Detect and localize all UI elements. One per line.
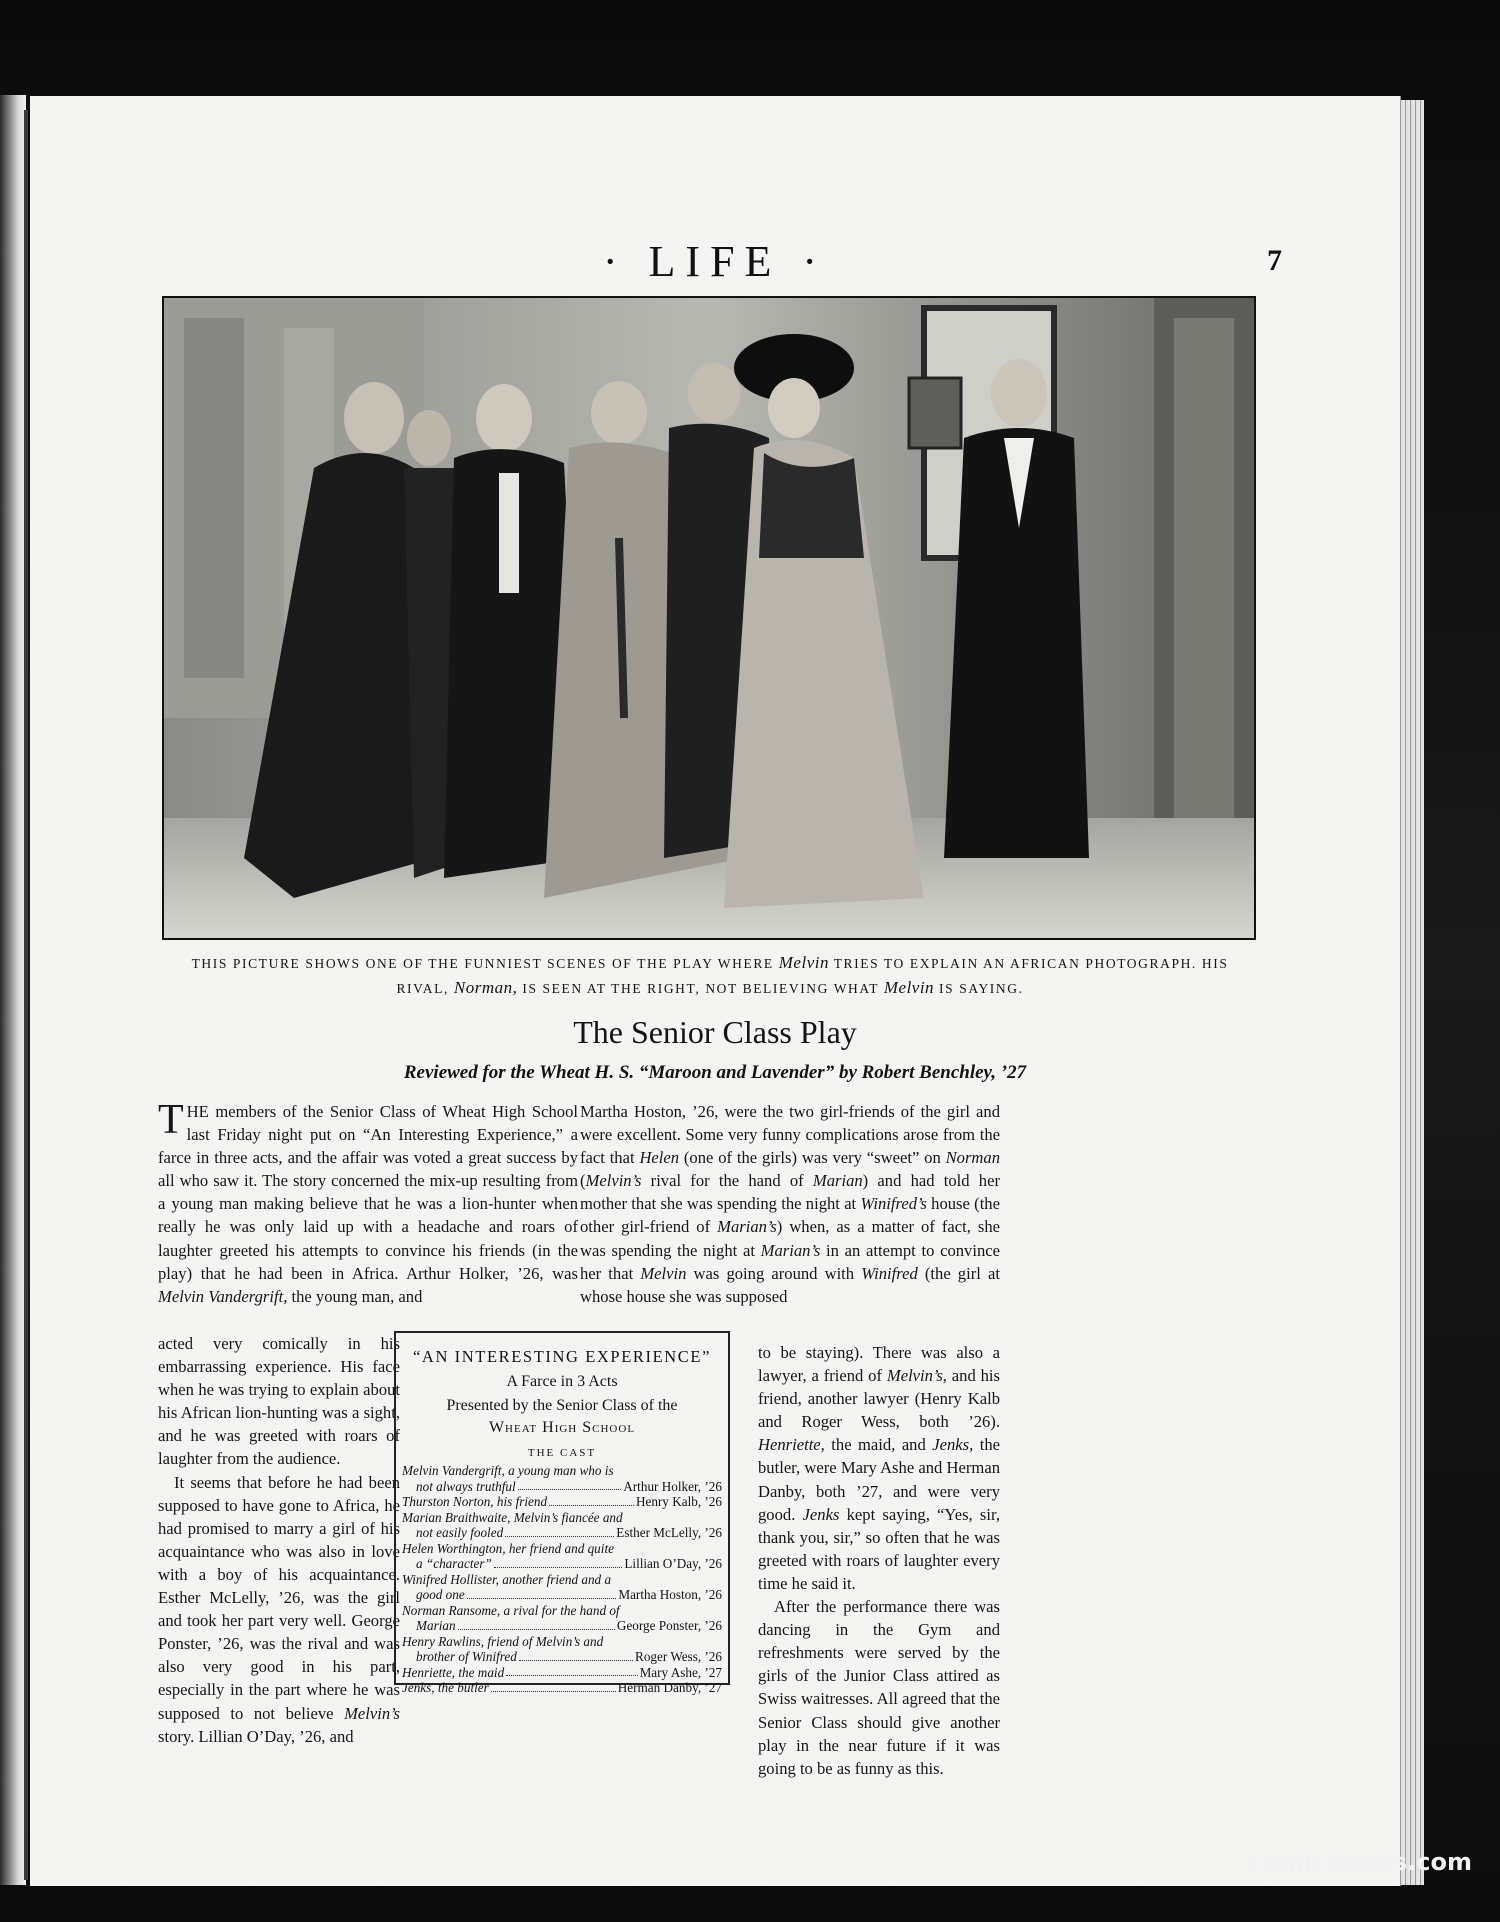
paragraph-text: ) and had told her mother that she was spending the night at — [580, 1171, 1000, 1214]
cast-actor: Mary Ashe, ’27 — [639, 1664, 722, 1680]
cast-role: Melvin Vandergrift, a young man who is — [402, 1463, 614, 1478]
leader-dots — [505, 1525, 614, 1537]
paragraph-text: (the girl at whose house she was supposed — [580, 1263, 1000, 1306]
paragraph-text: in an attempt to convince her that — [580, 1240, 1000, 1283]
cast-line — [402, 1541, 722, 1557]
cast-line — [402, 1587, 722, 1603]
play-title: “AN INTERESTING EXPERIENCE” — [413, 1347, 711, 1366]
photo-illustration — [164, 298, 1254, 938]
cast-entry — [402, 1634, 722, 1665]
left-page-edge — [0, 95, 26, 1885]
caption-part: THIS PICTURE SHOWS ONE OF THE FUNNIEST SCENES OF THE PLAY WHERE — [191, 956, 774, 971]
character-name: Melvin’s — [585, 1171, 642, 1191]
cast-line — [402, 1665, 722, 1681]
paragraph-text: was going around with — [693, 1263, 855, 1283]
cast-line — [402, 1479, 722, 1495]
paragraph-text: HE members of the Senior Class of Wheat High School last Friday night put on “An Interesting Experience,” a farce in three acts, and the affair was voted a great success by all who saw it. The story concerned the mix-up resulting from a young man making believe that he was a lion-hunter when really he was only laid up with a headache and roars of laughter greeted his attempts to convince his friends (in the play) that he had been in Africa. Arthur Holker, ’26, was — [158, 1102, 578, 1283]
cast-entry — [402, 1494, 722, 1510]
leader-dots — [491, 1680, 616, 1692]
character-name: Winifred — [861, 1263, 918, 1283]
cast-role: Marian Braithwaite, Melvin’s fiancée and — [402, 1509, 623, 1525]
character-name: Helen — [639, 1148, 680, 1168]
stage-photograph — [162, 296, 1256, 940]
play-subtitle: A Farce in 3 Acts — [506, 1373, 618, 1390]
character-name: Winifred’s — [860, 1194, 927, 1214]
article-title: The Senior Class Play — [573, 1014, 857, 1050]
leader-dots — [467, 1587, 617, 1599]
cast-role: Winifred Hollister, another friend and a — [402, 1571, 612, 1587]
character-name: Henriette, — [758, 1435, 825, 1455]
paragraph-text: After the performance there was dancing in the Gym and refreshments were served by the girls of the Junior Class attired as Swiss waitresses. All agreed that the Senior Class should give another play in the near future if it was going to be as funny as this. — [758, 1597, 1000, 1778]
cast-actor: Roger Wess, ’26 — [635, 1649, 722, 1664]
cast-line — [402, 1494, 722, 1510]
article-column-2-top — [580, 1100, 1000, 1308]
cast-role: Henry Rawlins, friend of Melvin’s and — [402, 1633, 604, 1649]
presented-by: Presented by the Senior Class of the — [446, 1397, 678, 1414]
character-name: Melvin’s, — [886, 1366, 947, 1386]
leader-dots — [519, 1649, 633, 1661]
cast-actor: Henry Kalb, ’26 — [635, 1494, 722, 1509]
cast-line — [402, 1649, 722, 1665]
cast-actor: Martha Hoston, ’26 — [618, 1587, 722, 1602]
cast-role: Jenks, the butler — [402, 1680, 489, 1695]
caption-part: IS SEEN AT THE RIGHT, NOT BELIEVING WHAT — [522, 981, 879, 996]
caption-part: TRIES TO EXPLAIN AN AFRICAN PHOTOGRAPH. HIS RIVAL, — [396, 956, 1229, 996]
cast-role: Helen Worthington, her friend and quite — [402, 1540, 614, 1556]
leader-dots — [549, 1494, 634, 1506]
character-name: Marian’s — [717, 1217, 777, 1237]
paragraph-text: kept saying, “Yes, sir, thank you, sir,” so often that he was greeted with roars of laughter every time he said it. — [758, 1504, 1000, 1593]
paragraph-text: the young man, and — [291, 1286, 423, 1306]
article-byline: Reviewed for the Wheat H. S. “Maroon and Lavender” by Robert Benchley, ’27 — [403, 1062, 1027, 1083]
cast-entry — [402, 1680, 722, 1696]
cast-entry — [402, 1572, 722, 1603]
paragraph-text: and his friend, another lawyer (Henry Kalb and Roger Wess, both ’26). — [758, 1366, 1000, 1432]
cast-line — [402, 1618, 722, 1634]
article-column-1-bottom — [158, 1332, 400, 1748]
article-column-3 — [758, 1341, 1000, 1780]
page-number: 7 — [1267, 244, 1282, 277]
paragraph-text: (one of the girls) was very “sweet” on — [683, 1148, 941, 1168]
leader-dots — [458, 1618, 615, 1630]
school-name: Wheat High School — [488, 1419, 636, 1436]
page-edges — [1398, 100, 1424, 1885]
cast-actor: Lillian O’Day, ’26 — [624, 1556, 722, 1571]
paragraph-text: ( — [580, 1171, 586, 1191]
leader-dots — [506, 1665, 637, 1677]
cast-line — [402, 1634, 722, 1650]
cast-role: Henriette, the maid — [402, 1664, 505, 1680]
cast-line — [402, 1510, 722, 1526]
cast-entry — [402, 1541, 722, 1572]
paragraph-text: rival for the hand of — [650, 1171, 804, 1191]
cast-line — [402, 1525, 722, 1541]
masthead: · LIFE · — [602, 237, 828, 286]
paragraph-text: ) when, as a matter of fact, she was spending the night at — [580, 1217, 1001, 1260]
caption-name: Melvin — [778, 953, 829, 972]
character-name: Marian’s — [760, 1240, 821, 1260]
cast-actor: George Ponster, ’26 — [616, 1618, 722, 1633]
cast-list — [402, 1463, 722, 1696]
caption-name: Norman, — [453, 978, 518, 997]
cast-entry — [402, 1665, 722, 1681]
character-name: Jenks, — [932, 1435, 974, 1455]
cast-line — [402, 1603, 722, 1619]
cast-actor: Esther McLelly, ’26 — [616, 1525, 722, 1540]
character-name: Jenks — [802, 1504, 840, 1524]
paragraph — [158, 1471, 400, 1748]
photo-caption — [190, 951, 1230, 1001]
leader-dots — [518, 1479, 622, 1491]
character-name: Marian — [812, 1171, 863, 1191]
paragraph-text: the butler, were Mary Ashe and Herman Danby, both ’27, and were very good. — [758, 1435, 1000, 1524]
cast-entry — [402, 1463, 722, 1494]
cast-line — [402, 1463, 722, 1479]
paragraph-text: house (the other girl-friend of — [580, 1194, 1000, 1237]
cast-role: Thurston Norton, his friend — [402, 1494, 548, 1509]
cast-role: Marian — [416, 1618, 456, 1633]
cast-box — [394, 1331, 730, 1695]
paragraph-text: the maid, and — [831, 1435, 926, 1455]
cast-role: good one — [416, 1587, 465, 1602]
caption-part: IS SAYING. — [939, 981, 1024, 996]
cast-role: not easily fooled — [416, 1525, 504, 1540]
cast-line — [402, 1556, 722, 1572]
paragraph-text: acted very comically in his embarrassing experience. His face when he was trying to explain about his African lion-hunting was a sight, and he was greeted with roars of laughter from the audience. — [158, 1334, 400, 1469]
character-name: Melvin Vandergrift, — [158, 1286, 288, 1306]
drop-cap: T — [158, 1097, 184, 1143]
cast-actor: Arthur Holker, ’26 — [623, 1478, 722, 1494]
cast-entry — [402, 1510, 722, 1541]
leader-dots — [494, 1556, 623, 1568]
cast-line — [402, 1572, 722, 1588]
character-name: Melvin’s — [344, 1703, 400, 1723]
article-column-1-top — [158, 1097, 578, 1308]
cast-role: a “character” — [416, 1556, 492, 1571]
character-name: Melvin — [640, 1263, 687, 1283]
watermark: comicbooks.com — [1248, 1848, 1472, 1876]
book-spine — [24, 110, 28, 1880]
cast-heading: THE CAST — [527, 1447, 597, 1459]
cast-role: Norman Ransome, a rival for the hand of — [402, 1602, 620, 1618]
cast-actor: Herman Danby, ’27 — [617, 1680, 722, 1695]
magazine-page — [30, 96, 1401, 1886]
character-name: Norman — [945, 1148, 1001, 1168]
paragraph-text: story. Lillian O’Day, ’26, and — [158, 1726, 354, 1746]
paragraph-text: to be staying). There was also a lawyer, a friend of — [758, 1343, 1000, 1386]
cast-role: brother of Winifred — [416, 1649, 517, 1664]
cast-line — [402, 1680, 722, 1696]
cast-entry — [402, 1603, 722, 1634]
paragraph-text: Martha Hoston, ’26, were the two girl-friends of the girl and were excellent. Some very funny complications arose from the fact that — [580, 1102, 1000, 1168]
cast-role: not always truthful — [416, 1478, 516, 1494]
paragraph-text: It seems that before he had been supposed to have gone to Africa, he had promised to marry a girl of his acquaintance who was also in love with a boy of his acquaintance. Esther McLelly, ’26, was the girl and took her part very well. George Ponster, ’26, was the rival and was also very good in his part, especially in the part where he was supposed to not believe — [158, 1472, 400, 1723]
caption-name: Melvin — [883, 978, 935, 997]
